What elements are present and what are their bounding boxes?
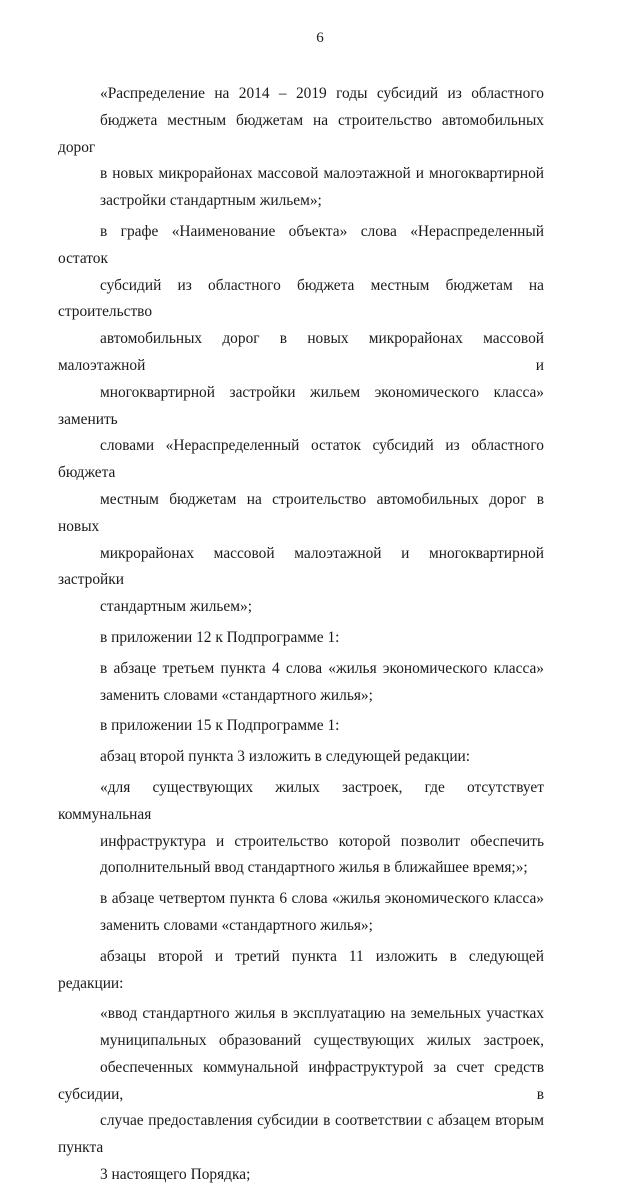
text-line: «ввод стандартного жилья в эксплуатацию на земельных участках <box>100 1005 544 1023</box>
paragraph-point-6-amendment <box>58 886 544 940</box>
text-line: абзацы второй и третий пункта 11 изложить в следующей редакции: <box>58 947 544 992</box>
text-line: в абзаце третьем пункта 4 слова «жилья экономического класса» <box>100 659 544 677</box>
paragraph-housing-commissioning <box>58 1001 544 1189</box>
text-line: 3 настоящего Порядка; <box>100 1166 251 1184</box>
paragraph-existing-developments <box>58 775 544 882</box>
text-line: в новых микрорайонах массовой малоэтажной и многоквартирной <box>100 165 544 183</box>
text-line: инфраструктура и строительство которой позволит обеспечить <box>100 832 544 850</box>
text-line: словами «Нераспределенный остаток субсидий из областного бюджета <box>58 437 544 482</box>
text-line: субсидий из областного бюджета местным бюджетам на строительство <box>58 276 544 321</box>
text-line: в приложении 15 к Подпрограмме 1: <box>100 717 340 735</box>
paragraph-appendix-15 <box>58 713 544 740</box>
document-body <box>58 81 544 1189</box>
text-line: микрорайонах массовой малоэтажной и многоквартирной застройки <box>58 544 544 589</box>
text-line: «Распределение на 2014 – 2019 годы субсидий из областного <box>100 85 544 102</box>
text-line: заменить словами «стандартного жилья»; <box>100 686 373 704</box>
text-line: абзац второй пункта 3 изложить в следующей редакции: <box>100 748 471 766</box>
text-line: «для существующих жилых застроек, где отсутствует коммунальная <box>58 778 544 823</box>
text-line: застройки стандартным жильем»; <box>100 192 322 210</box>
text-line: автомобильных дорог в новых микрорайонах массовой малоэтажной и <box>58 330 544 374</box>
text-line: обеспеченных коммунальной инфраструктурой за счет средств субсидии, в <box>58 1058 544 1103</box>
paragraph-distribution-title <box>58 81 544 215</box>
text-line: в приложении 12 к Подпрограмме 1: <box>100 628 340 646</box>
paragraph-point-3-revision <box>58 744 544 771</box>
paragraph-point-11-revision <box>58 944 544 998</box>
text-line: бюджета местным бюджетам на строительство автомобильных дорог <box>58 111 544 156</box>
text-line: в графе «Наименование объекта» слова «Нераспределенный остаток <box>58 222 544 267</box>
text-line: дополнительный ввод стандартного жилья в ближайшее время;»; <box>100 859 528 877</box>
paragraph-point-4-amendment <box>58 656 544 710</box>
paragraph-object-name-column <box>58 219 544 621</box>
paragraph-appendix-12 <box>58 625 544 652</box>
page-number: 6 <box>316 30 324 46</box>
text-line: стандартным жильем»; <box>100 598 252 616</box>
text-line: заменить словами «стандартного жилья»; <box>100 916 373 934</box>
text-line: местным бюджетам на строительство автомобильных дорог в новых <box>58 490 544 535</box>
text-line: многоквартирной застройки жильем экономического класса» заменить <box>58 383 544 428</box>
text-line: в абзаце четвертом пункта 6 слова «жилья экономического класса» <box>100 890 544 908</box>
text-line: случае предоставления субсидии в соответствии с абзацем вторым пункта <box>58 1112 544 1157</box>
text-line: муниципальных образований существующих жилых застроек, <box>100 1032 544 1050</box>
